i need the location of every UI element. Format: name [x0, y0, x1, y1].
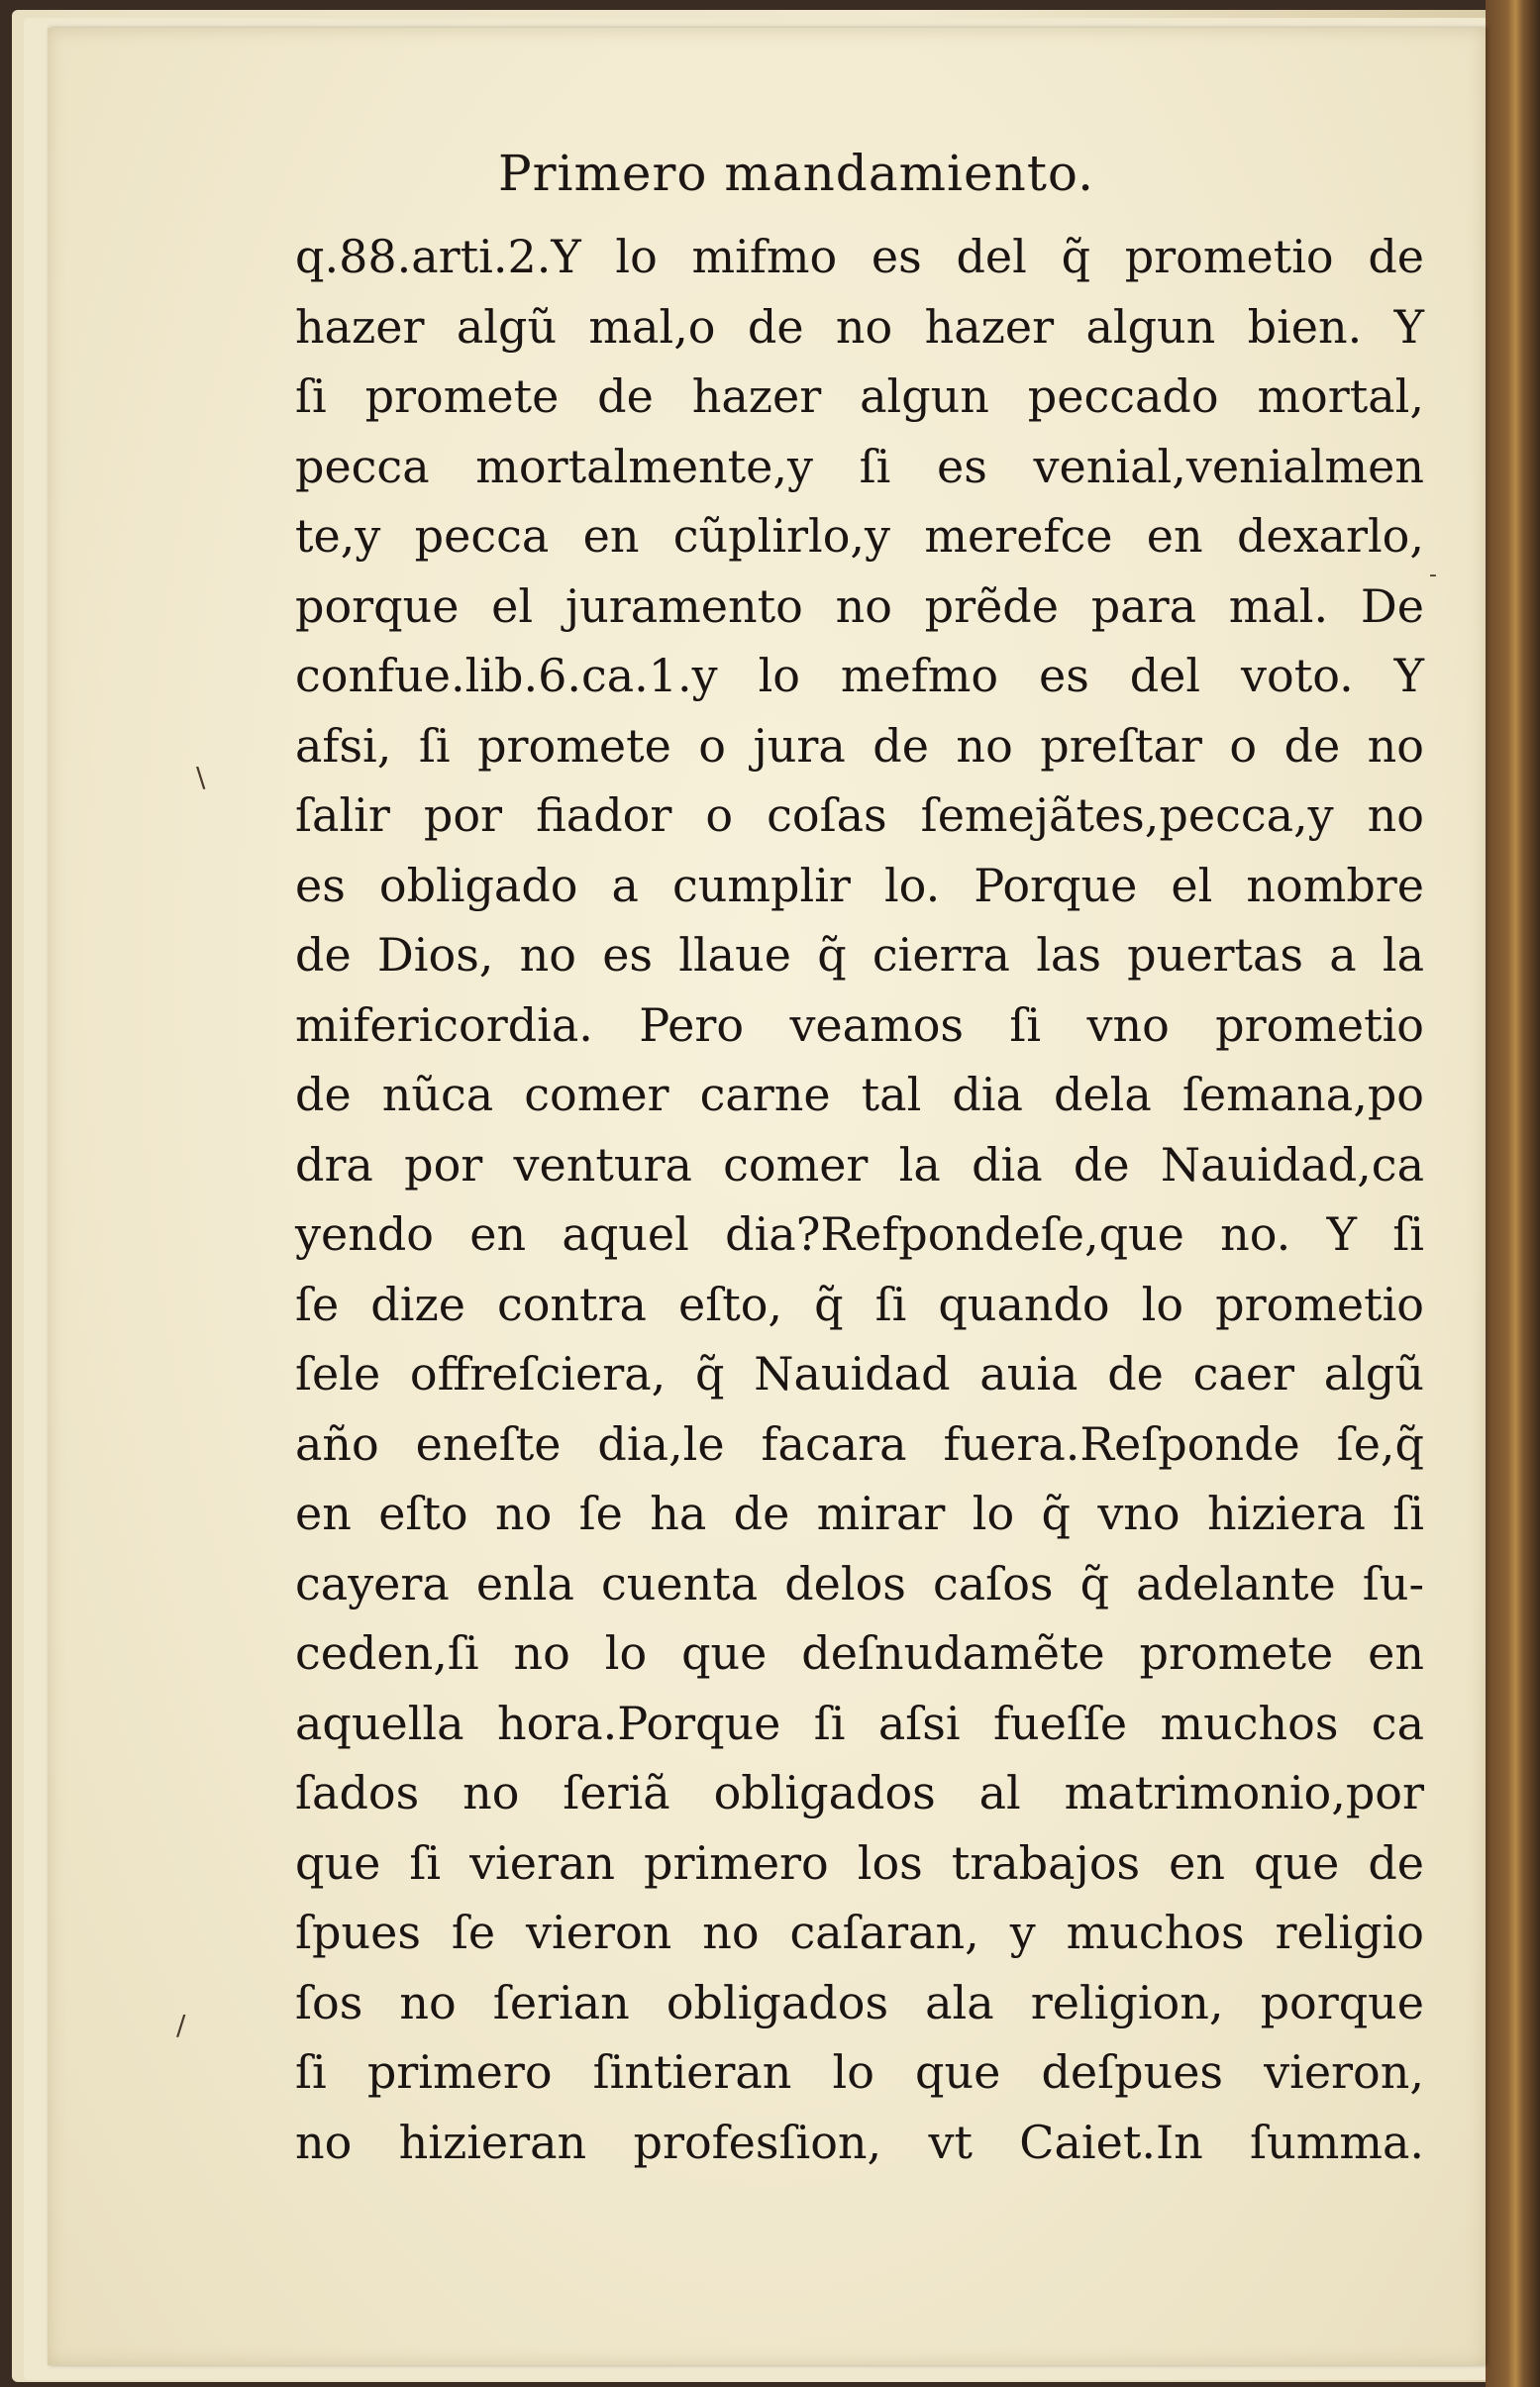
- text-line: ceden,ſi no lo que deſnudamẽte promete en: [295, 1626, 1424, 1680]
- margin-mark: /: [176, 2009, 186, 2041]
- text-line: te,y pecca en cũplirlo,y merefce en dexarlo,: [295, 509, 1424, 563]
- text-line: aquella hora.Porque ſi aſsi fueſſe muchos ca: [295, 1696, 1424, 1750]
- margin-mark: \: [196, 761, 206, 793]
- running-header: Primero mandamiento.: [497, 145, 1095, 202]
- text-line: ſalir por fiador o coſas ſemejãtes,pecca,y no: [295, 788, 1424, 842]
- text-line: dra por ventura comer la dia de Nauidad,ca: [295, 1137, 1424, 1192]
- text-line: es obligado a cumplir lo. Porque el nombre: [295, 858, 1424, 912]
- text-line: ſi promete de hazer algun peccado mortal,: [295, 369, 1424, 423]
- margin-mark: -: [1429, 563, 1437, 587]
- page-sheet: [48, 28, 1486, 2365]
- text-line: hazer algũ mal,o de no hazer algun bien. Y: [295, 299, 1424, 354]
- text-line: ſpues ſe vieron no caſaran, y muchos religio: [295, 1906, 1424, 1959]
- body-text: [295, 222, 1424, 2177]
- text-line: cayera enla cuenta delos caſos q̃ adelante ſu-: [295, 1556, 1424, 1610]
- text-line: ſele offreſciera, q̃ Nauidad auia de caer algũ: [295, 1347, 1424, 1401]
- text-line: de nũca comer carne tal dia dela ſemana,po: [295, 1068, 1424, 1121]
- text-line: afsi, ſi promete o jura de no preſtar o de no: [295, 718, 1424, 773]
- text-line: mifericordia. Pero veamos ſi vno prometio: [295, 997, 1424, 1052]
- text-line: de Dios, no es llaue q̃ cierra las puertas a la: [295, 928, 1424, 982]
- text-line: confue.lib.6.ca.1.y lo mefmo es del voto. Y: [295, 649, 1424, 702]
- text-line: en eſto no ſe ha de mirar lo q̃ vno hiziera ſi: [295, 1487, 1424, 1540]
- text-line: ſos no ſerian obligados ala religion, porque: [295, 1975, 1424, 2029]
- text-line: ſe dize contra eſto, q̃ ſi quando lo prometio: [295, 1277, 1424, 1331]
- text-line: no hizieran profesſion, vt Caiet.In ſumma.: [295, 2115, 1424, 2169]
- book-binding-edge: [1486, 0, 1540, 2387]
- text-line: que ſi vieran primero los trabajos en que de: [295, 1835, 1424, 1890]
- text-line: q.88.arti.2.Y lo mifmo es del q̃ prometio de: [295, 230, 1424, 283]
- text-line: ſi primero ſintieran lo que deſpues vieron,: [295, 2045, 1424, 2099]
- text-line: porque el juramento no prẽde para mal. De: [295, 578, 1424, 633]
- text-line: yendo en aquel dia?Refpondeſe,que no. Y ſi: [295, 1207, 1424, 1261]
- text-line: año eneſte dia,le facara fuera.Reſponde ſe,q̃: [295, 1416, 1424, 1471]
- text-line: ſados no ſeriã obligados al matrimonio,por: [295, 1766, 1424, 1819]
- text-line: pecca mortalmente,y ſi es venial,venialmen: [295, 439, 1424, 493]
